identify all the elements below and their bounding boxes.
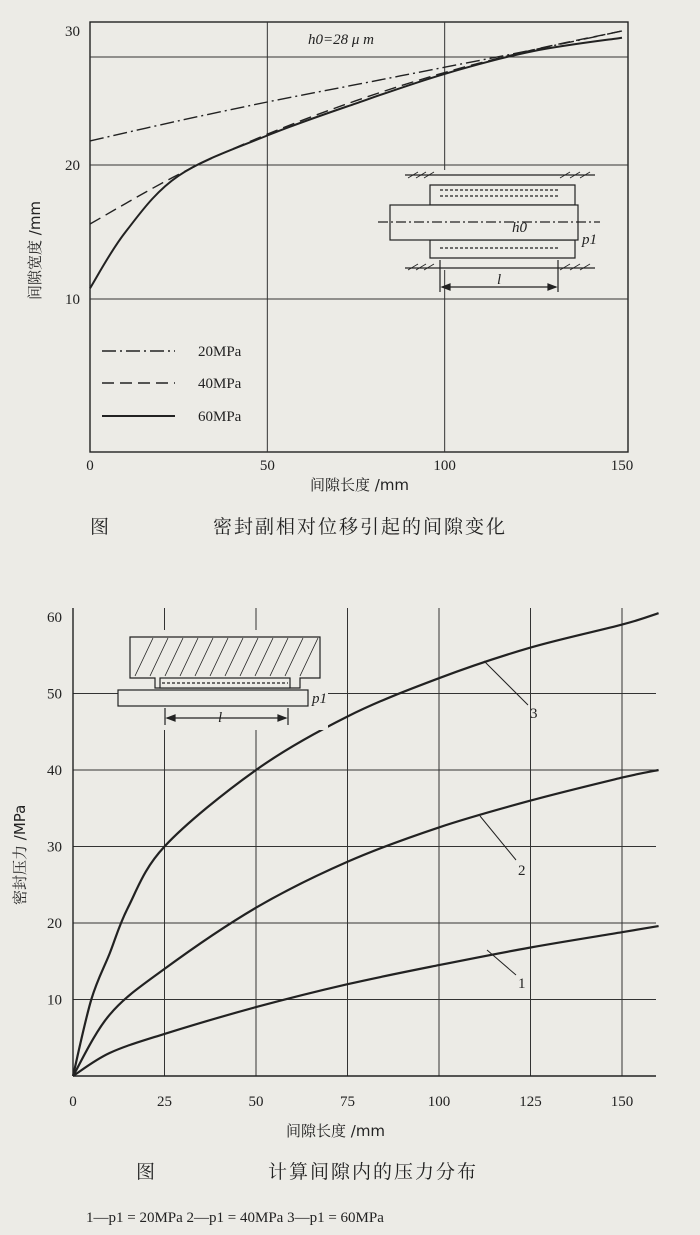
chart-2-y-tick-label: 40 [47,763,62,779]
chart-2 [11,608,659,1226]
chart-1-x-tick-label: 100 [433,458,456,474]
chart-1-x-axis-label: 间隙长度 /mm [310,476,410,494]
chart-2-caption: 计算间隙内的压力分布 [268,1161,479,1183]
curve-2-label: 2 [518,863,526,879]
chart-1-x-tick-label: 150 [610,458,634,474]
chart-1-y-tick-label: 10 [65,292,80,308]
chart-1-x-tick-label: 50 [259,458,275,474]
chart-2-y-axis-label: 密封压力 /MPa [11,804,29,905]
chart-2-y-tick-label: 60 [47,610,62,626]
chart-1-legend [102,344,242,425]
chart-2-inset-label-p1: p1 [312,691,327,707]
chart-1-annotation: h0=28 μ m [308,32,374,48]
curve-3-leader [484,661,528,705]
legend-label-20mpa: 20MPa [198,344,242,360]
chart-2-x-tick-label: 150 [610,1094,634,1110]
chart-1-inset-label-h0: h0 [512,220,527,236]
chart-1-inset-diagram [378,170,600,292]
chart-1-inset-label-p1: p1 [582,232,597,248]
curve-2-leader [480,816,516,860]
curve-1-label: 1 [518,976,526,992]
chart-2-legend-line: 1—p1 = 20MPa 2—p1 = 40MPa 3—p1 = 60MPa [86,1210,384,1226]
chart-2-caption-prefix: 图 [136,1161,158,1183]
legend-label-60mpa: 60MPa [198,409,242,425]
chart-1-x-tick-label: 0 [86,458,94,474]
chart-2-x-tick-label: 75 [340,1094,355,1110]
chart-1 [26,22,633,538]
chart-2-x-tick-label: 50 [248,1094,264,1110]
chart-2-inset-label-l: l [218,710,223,726]
curve-3-label: 3 [530,706,538,722]
chart-2-series-1 [73,926,659,1076]
chart-1-y-tick-label: 20 [65,158,80,174]
chart-2-inset-diagram [118,630,328,730]
chart-1-y-axis-label: 间隙宽度 /mm [26,200,44,300]
chart-1-caption: 密封副相对位移引起的间隙变化 [213,516,508,538]
chart-2-x-axis-label: 间隙长度 /mm [286,1122,386,1140]
chart-2-y-tick-label: 20 [47,916,62,932]
legend-label-40mpa: 40MPa [198,376,242,392]
chart-1-y-tick-label: 30 [65,24,80,40]
chart-1-inset-label-l: l [497,272,502,288]
chart-2-y-tick-label: 50 [47,686,62,703]
chart-2-x-tick-label: 125 [519,1094,542,1110]
chart-2-x-tick-label: 0 [69,1094,77,1110]
chart-1-caption-prefix: 图 [90,516,112,538]
chart-2-y-tick-label: 10 [47,992,62,1009]
chart-2-y-tick-label: 30 [47,839,62,856]
chart-2-x-tick-label: 100 [427,1094,451,1110]
chart-2-x-tick-label: 25 [157,1094,172,1110]
